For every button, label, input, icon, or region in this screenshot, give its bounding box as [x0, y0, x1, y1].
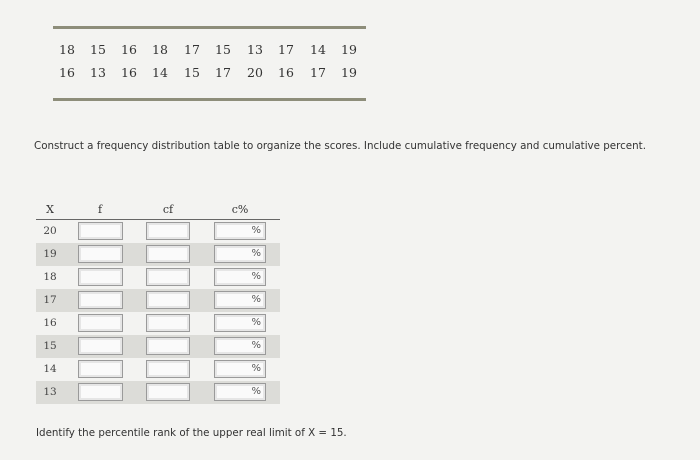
score-cell: 17: [278, 42, 294, 57]
x-value: 13: [43, 386, 57, 398]
header-cf: cf: [162, 203, 174, 216]
question-text: Identify the percentile rank of the upper real limit of X = 15.: [36, 427, 347, 439]
cf-input[interactable]: [146, 245, 190, 263]
percent-sign: %: [251, 317, 261, 328]
score-cell: 15: [215, 42, 231, 57]
score-cell: 19: [341, 42, 357, 57]
cf-input[interactable]: [146, 222, 190, 240]
score-cell: 13: [90, 65, 106, 80]
score-cell: 15: [90, 42, 106, 57]
table-header: [36, 202, 280, 220]
score-cell: 20: [247, 65, 263, 80]
table-row: [36, 358, 280, 381]
top-rule: [53, 26, 366, 29]
cumulative-percent-input[interactable]: [214, 245, 266, 263]
score-cell: 16: [121, 65, 137, 80]
cf-input[interactable]: [146, 314, 190, 332]
header-f: f: [97, 203, 103, 216]
score-cell: 18: [152, 42, 168, 57]
table-row: [36, 220, 280, 243]
table-row: [36, 312, 280, 335]
scores-row-2: [53, 65, 366, 88]
percent-sign: %: [251, 248, 261, 259]
table-row: [36, 381, 280, 404]
score-cell: 17: [310, 65, 326, 80]
percent-sign: %: [251, 271, 261, 282]
cf-input[interactable]: [146, 291, 190, 309]
percent-sign: %: [251, 294, 261, 305]
cumulative-percent-input[interactable]: [214, 383, 266, 401]
percent-sign: %: [251, 363, 261, 374]
score-cell: 19: [341, 65, 357, 80]
table-row: [36, 266, 280, 289]
cumulative-percent-input[interactable]: [214, 222, 266, 240]
cf-input[interactable]: [146, 268, 190, 286]
cf-input[interactable]: [146, 337, 190, 355]
score-cell: 17: [184, 42, 200, 57]
f-input[interactable]: [78, 360, 123, 378]
percent-sign: %: [251, 340, 261, 351]
header-cumulative-percent: c%: [231, 203, 249, 216]
f-input[interactable]: [78, 337, 123, 355]
cumulative-percent-input[interactable]: [214, 314, 266, 332]
x-value: 19: [43, 248, 57, 260]
score-cell: 18: [59, 42, 75, 57]
table-row: [36, 243, 280, 266]
x-value: 18: [43, 271, 57, 283]
table-row: [36, 335, 280, 358]
score-cell: 16: [278, 65, 294, 80]
f-input[interactable]: [78, 314, 123, 332]
score-cell: 15: [184, 65, 200, 80]
instruction-text: Construct a frequency distribution table to organize the scores. Include cumulative frequency and cumulative percent.: [34, 140, 646, 152]
table-row: [36, 289, 280, 312]
cumulative-percent-input[interactable]: [214, 291, 266, 309]
cf-input[interactable]: [146, 360, 190, 378]
score-cell: 16: [121, 42, 137, 57]
f-input[interactable]: [78, 245, 123, 263]
percent-sign: %: [251, 225, 261, 236]
scores-data-block: [53, 26, 366, 101]
f-input[interactable]: [78, 291, 123, 309]
score-cell: 17: [215, 65, 231, 80]
f-input[interactable]: [78, 222, 123, 240]
score-cell: 14: [152, 65, 168, 80]
cumulative-percent-input[interactable]: [214, 360, 266, 378]
f-input[interactable]: [78, 383, 123, 401]
frequency-table: [36, 202, 280, 404]
scores-row-1: [53, 42, 366, 65]
cumulative-percent-input[interactable]: [214, 268, 266, 286]
header-x: X: [46, 203, 54, 216]
x-value: 15: [43, 340, 57, 352]
score-cell: 14: [310, 42, 326, 57]
x-value: 17: [43, 294, 57, 306]
x-value: 14: [43, 363, 57, 375]
percent-sign: %: [251, 386, 261, 397]
x-value: 16: [43, 317, 57, 329]
score-cell: 13: [247, 42, 263, 57]
f-input[interactable]: [78, 268, 123, 286]
bottom-rule: [53, 98, 366, 101]
x-value: 20: [43, 225, 57, 237]
score-cell: 16: [59, 65, 75, 80]
cf-input[interactable]: [146, 383, 190, 401]
cumulative-percent-input[interactable]: [214, 337, 266, 355]
